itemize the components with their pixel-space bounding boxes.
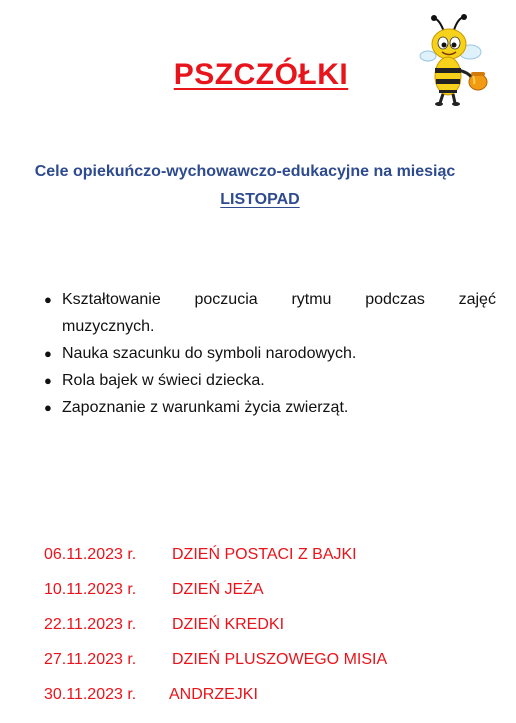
event-date: 27.11.2023 r. — [44, 651, 137, 668]
subtitle-month: LISTOPAD — [220, 191, 300, 208]
bullet-icon: ● — [44, 373, 52, 388]
bee-with-honey-pot-icon — [418, 14, 492, 106]
event-name: DZIEŃ PLUSZOWEGO MISIA — [172, 651, 388, 668]
event-item — [44, 648, 504, 683]
event-name: DZIEŃ KREDKI — [172, 616, 285, 633]
goal-item — [44, 394, 496, 421]
goal-item — [44, 340, 496, 367]
bullet-icon: ● — [44, 346, 52, 361]
events-list — [44, 543, 504, 718]
goal-continuation: muzycznych. — [62, 318, 155, 335]
goal-first-line — [62, 286, 496, 313]
goal-word: zajęć — [458, 291, 496, 308]
event-date: 06.11.2023 r. — [44, 546, 137, 563]
event-name: DZIEŃ POSTACI Z BAJKI — [172, 546, 357, 563]
event-name: DZIEŃ JEŻA — [172, 581, 264, 598]
event-name: ANDRZEJKI — [169, 686, 258, 703]
subtitle-goals-heading: Cele opiekuńczo-wychowawczo-edukacyjne na miesiąc — [34, 163, 456, 180]
bullet-icon: ● — [44, 292, 52, 307]
goal-word: Kształtowanie — [62, 291, 161, 308]
goal-word: podczas — [365, 291, 425, 308]
goals-list — [44, 286, 496, 421]
goal-text: Rola bajek w świeci dziecka. — [62, 372, 265, 389]
bullet-icon: ● — [44, 400, 52, 415]
goal-text: Zapoznanie z warunkami życia zwierząt. — [62, 399, 349, 416]
goal-word: poczucia — [194, 291, 258, 308]
page-title: PSZCZÓŁKI — [173, 58, 349, 91]
event-item — [44, 543, 504, 578]
event-date: 22.11.2023 r. — [44, 616, 137, 633]
event-item — [44, 613, 504, 648]
event-item — [44, 578, 504, 613]
event-date: 10.11.2023 r. — [44, 581, 137, 598]
event-date: 30.11.2023 r. — [44, 686, 137, 703]
goal-word: rytmu — [291, 291, 332, 308]
event-item — [44, 683, 504, 718]
goal-item — [44, 367, 496, 394]
goal-item — [44, 286, 496, 340]
goal-text: Nauka szacunku do symboli narodowych. — [62, 345, 357, 362]
